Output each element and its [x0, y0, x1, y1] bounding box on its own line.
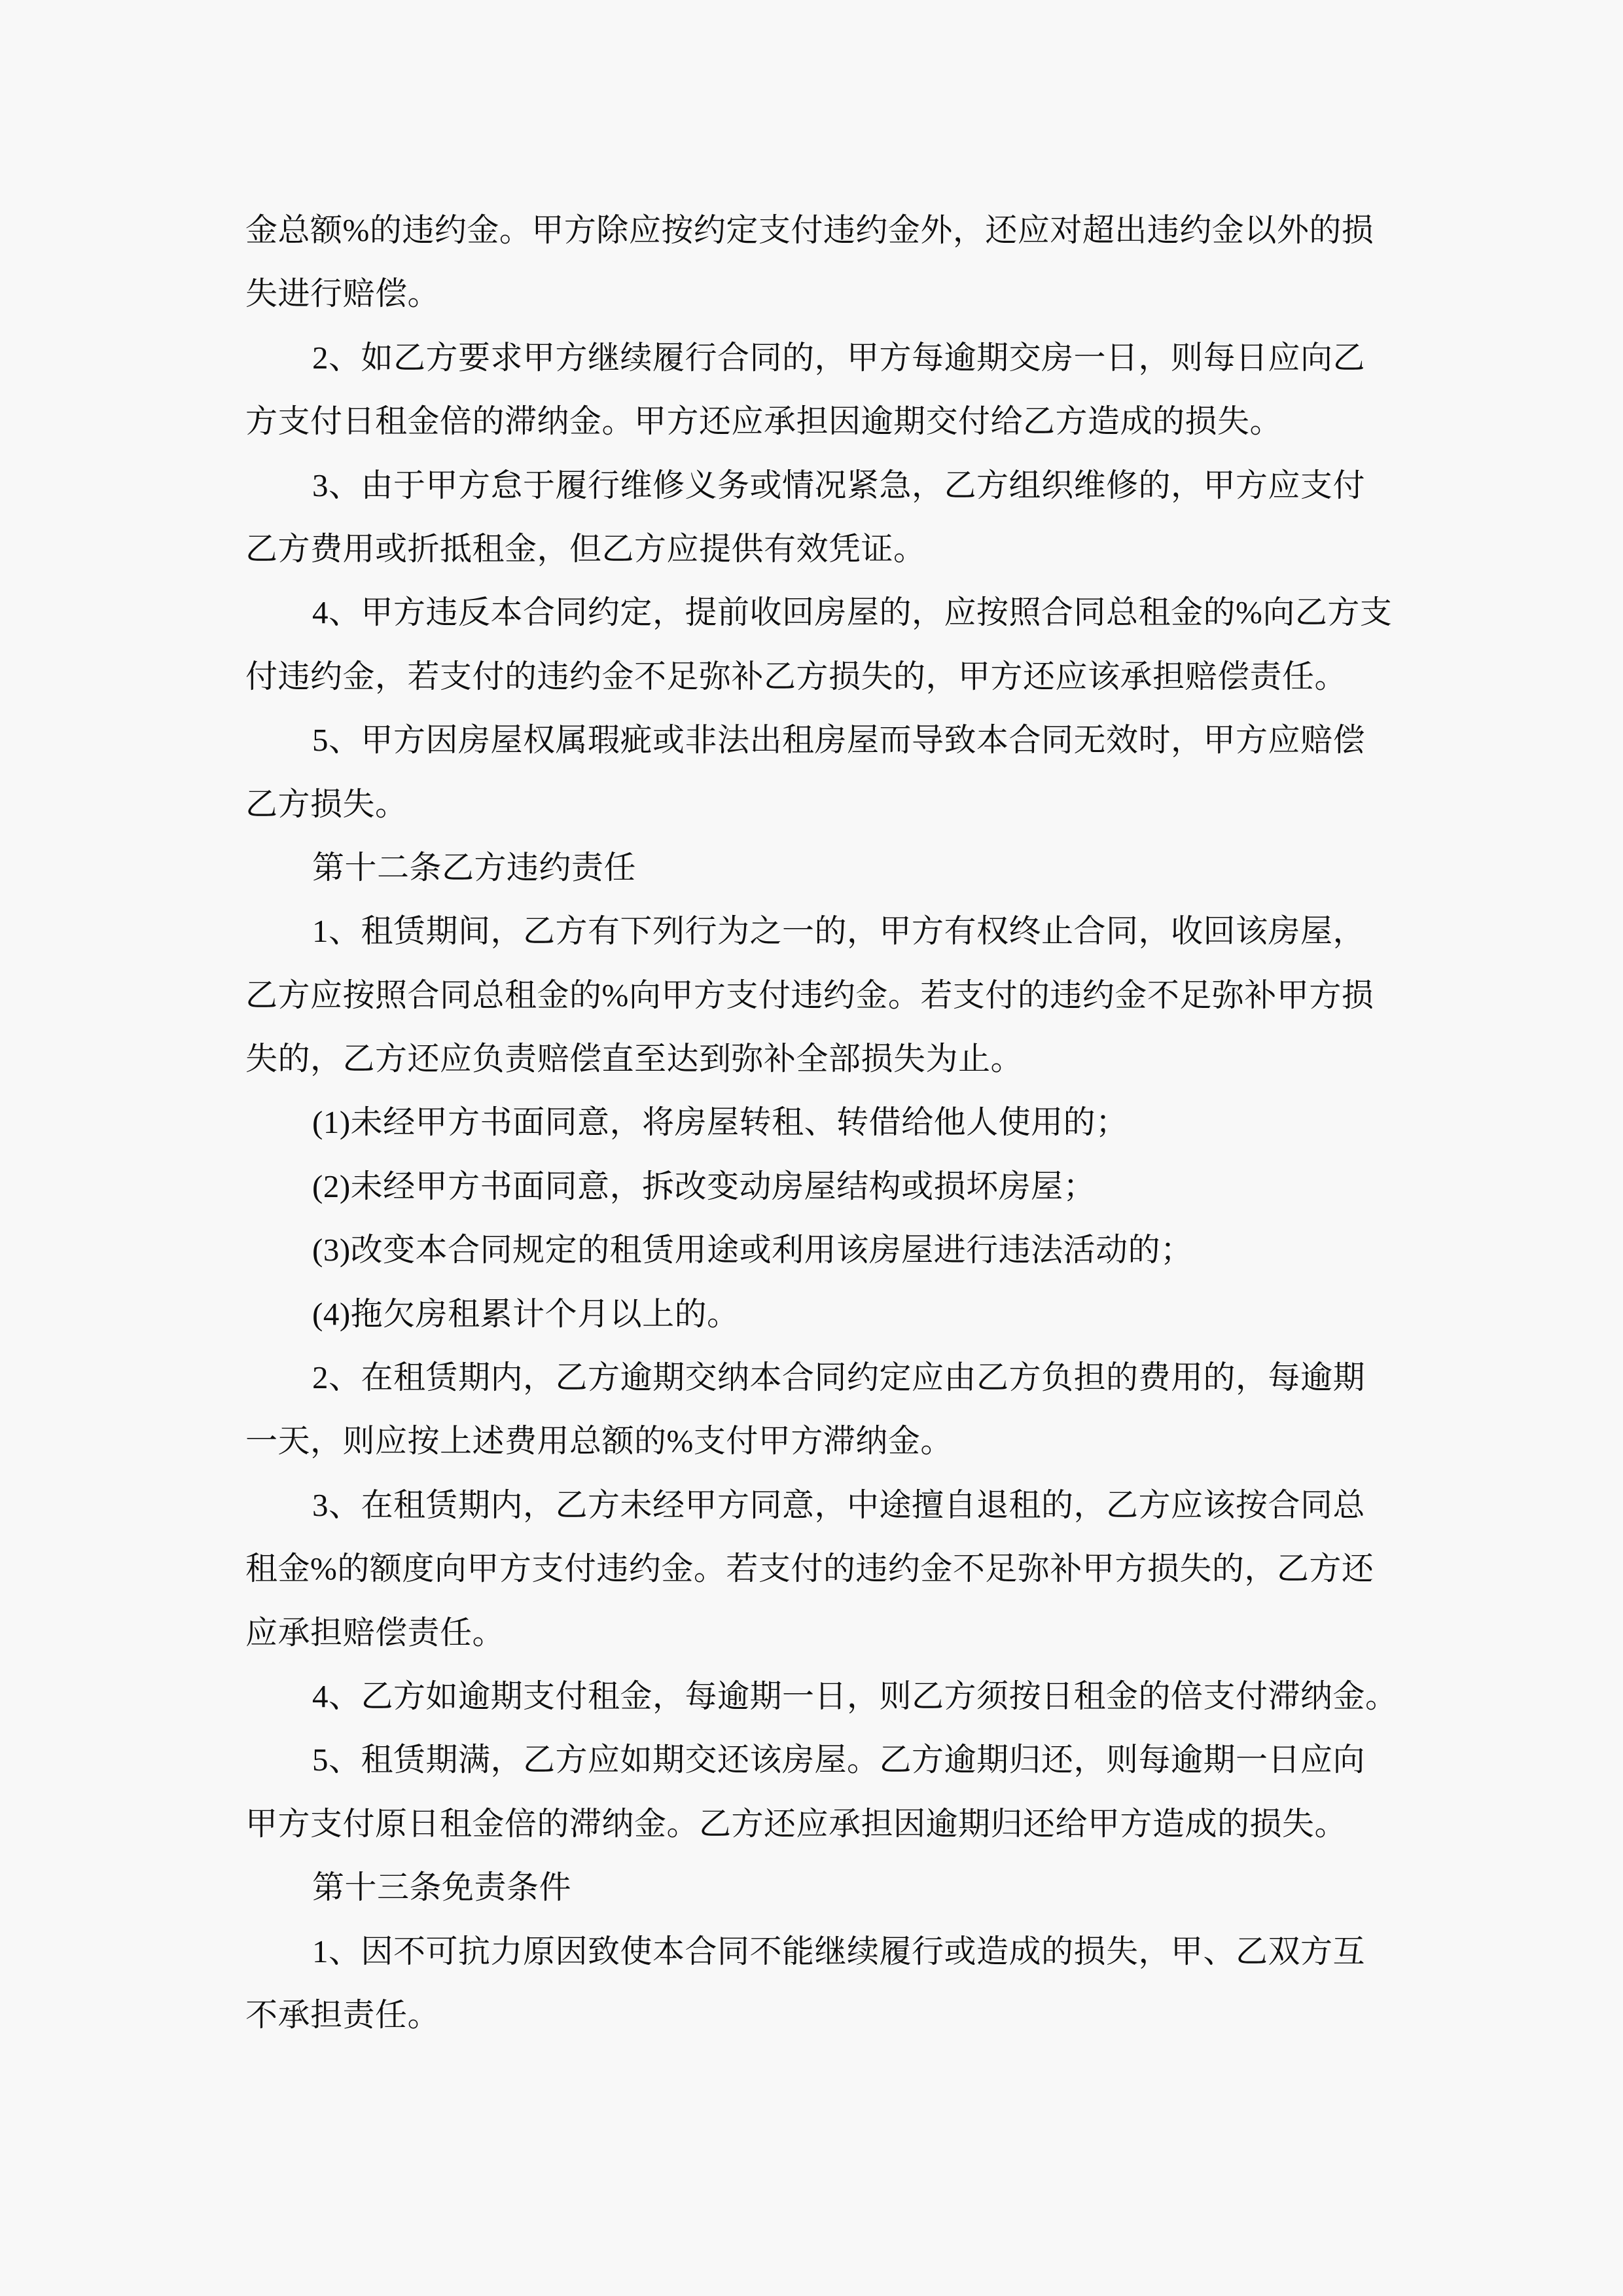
text-line: 5、甲方因房屋权属瑕疵或非法出租房屋而导致本合同无效时，甲方应赔偿: [312, 722, 1366, 759]
text-line: 不承担责任。: [245, 1996, 440, 2033]
text-line: 5、租赁期满，乙方应如期交还该房屋。乙方逾期归还，则每逾期一日应向: [312, 1742, 1366, 1778]
text-line: 甲方支付原日租金倍的滞纳金。乙方还应承担因逾期归还给甲方造成的损失。: [245, 1805, 1347, 1842]
contract-text-block: [245, 198, 1398, 2047]
text-line: 2、在租赁期内，乙方逾期交纳本合同约定应由乙方负担的费用的，每逾期: [312, 1359, 1366, 1396]
text-line: 付违约金，若支付的违约金不足弥补乙方损失的，甲方还应该承担赔偿责任。: [245, 658, 1347, 694]
text-line: 3、在租赁期内，乙方未经甲方同意，中途擅自退租的，乙方应该按合同总: [312, 1486, 1366, 1523]
text-line: 2、如乙方要求甲方继续履行合同的，甲方每逾期交房一日，则每日应向乙: [312, 339, 1366, 376]
text-line: 租金%的额度向甲方支付违约金。若支付的违约金不足弥补甲方损失的，乙方还: [245, 1551, 1374, 1587]
text-line: 第十三条免责条件: [312, 1869, 572, 1906]
text-line: 一天，则应按上述费用总额的%支付甲方滞纳金。: [245, 1423, 953, 1460]
text-line: 1、租赁期间，乙方有下列行为之一的，甲方有权终止合同，收回该房屋，: [312, 913, 1366, 950]
text-line: 1、因不可抗力原因致使本合同不能继续履行或造成的损失，甲、乙双方互: [312, 1933, 1366, 1969]
text-line: 3、由于甲方怠于履行维修义务或情况紧急，乙方组织维修的，甲方应支付: [312, 467, 1366, 503]
text-line: 失的，乙方还应负责赔偿直至达到弥补全部损失为止。: [245, 1041, 1024, 1077]
text-line: (3)改变本合同规定的租赁用途或利用该房屋进行违法活动的；: [312, 1232, 1193, 1268]
text-line: 方支付日租金倍的滞纳金。甲方还应承担因逾期交付给乙方造成的损失。: [245, 403, 1283, 440]
text-line: 4、乙方如逾期支付租金，每逾期一日，则乙方须按日租金的倍支付滞纳金。: [312, 1677, 1398, 1714]
text-line: 乙方费用或折抵租金，但乙方应提供有效凭证。: [245, 530, 926, 567]
text-line: 4、甲方违反本合同约定，提前收回房屋的，应按照合同总租金的%向乙方支: [312, 594, 1393, 631]
text-line: 乙方损失。: [245, 785, 408, 822]
text-line: 乙方应按照合同总租金的%向甲方支付违约金。若支付的违约金不足弥补甲方损: [245, 977, 1374, 1013]
text-line: 失进行赔偿。: [245, 276, 440, 312]
text-line: 金总额%的违约金。甲方除应按约定支付违约金外，还应对超出违约金以外的损: [245, 212, 1374, 248]
text-line: 应承担赔偿责任。: [245, 1614, 505, 1651]
text-line: (4)拖欠房租累计个月以上的。: [312, 1295, 740, 1332]
text-line: (2)未经甲方书面同意，拆改变动房屋结构或损坏房屋；: [312, 1168, 1096, 1204]
text-line: (1)未经甲方书面同意，将房屋转租、转借给他人使用的；: [312, 1104, 1128, 1141]
text-line: 第十二条乙方违约责任: [312, 849, 637, 886]
